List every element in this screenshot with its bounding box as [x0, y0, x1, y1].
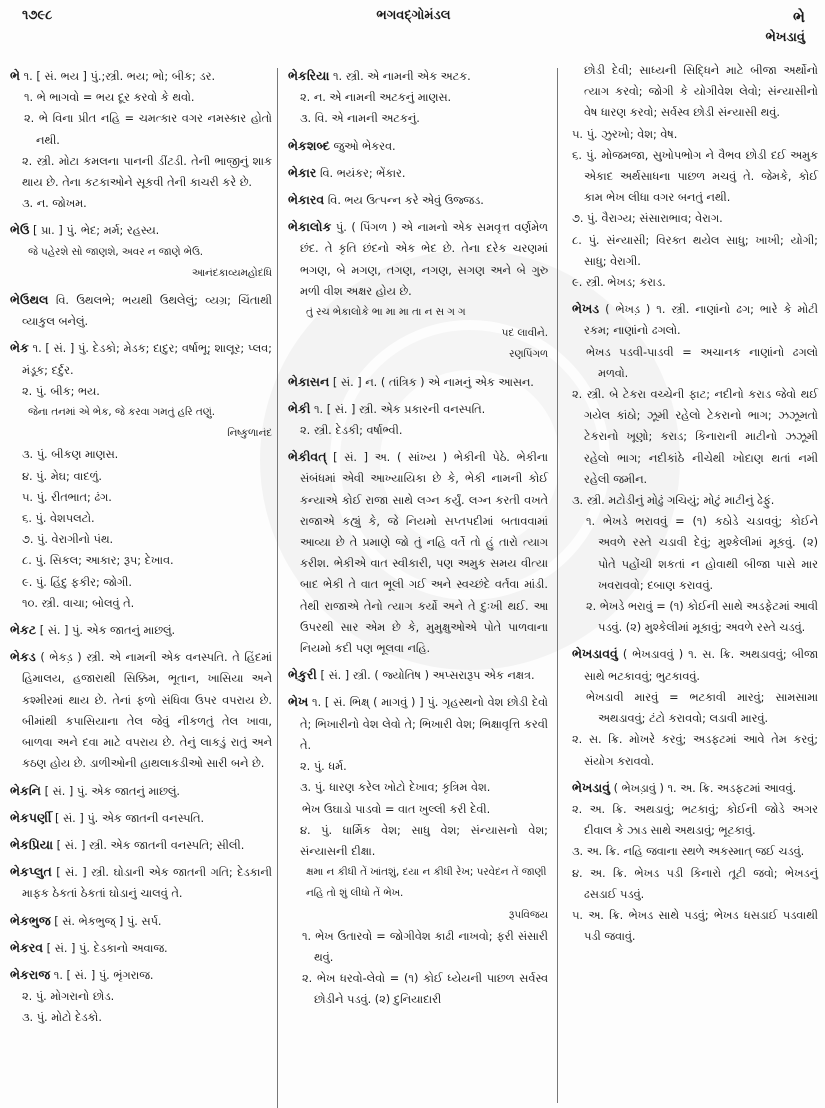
dictionary-entry: [10, 219, 272, 241]
sense: ૪. અ. ક્રિ. ભેખડ પડી કિનારો તૂટી જવો; ભેખડનું ઢસડાઈ પડવું.: [572, 866, 818, 901]
dictionary-entry: [10, 910, 272, 932]
headword: ભેકશબ્દ: [288, 137, 330, 153]
sense: ૨. સ્ત્રી. દેડકી; વર્ષાભ્વી.: [300, 424, 403, 438]
definition: [ પ્રા. ] પું. ભેદ; મર્મ; રહસ્ય.: [33, 224, 160, 238]
definition: ૧. [ સં. ] સ્ત્રી. એક પ્રકારની વનસ્પતિ.: [314, 402, 486, 416]
sense: ૭. પું. વૈરાગ્ય; સંસારાભાવ; વેરાગ.: [572, 212, 723, 226]
headword: ભેકીવત્: [288, 449, 327, 465]
definition: [ સં. ] સ્ત્રી. ( જ્યોતિષ ) અપ્સરારૂપ એક નક્ષત્ર.: [320, 669, 535, 683]
idiom: ભેખડાવી મારવું = ભટકાવી મારવું; સામસામા અથડાવવું; ટંટો કરાવવો; લડાવી મારવું.: [586, 690, 818, 726]
citation-quote: જે પહેરશે સો જાણશે, અવર ન જાણે ભેઉ.: [28, 245, 204, 258]
sense: ૩. સ્ત્રી. મટોડીનું મોઢું ગચિયું; મોટું માટીનું ઢેફું.: [572, 494, 775, 508]
citation-source: આનંદકાવ્યમહોદધિ: [191, 266, 272, 279]
dictionary-entry: [10, 289, 272, 332]
dictionary-entry: [288, 446, 548, 659]
definition: [ સં. ] સ્ત્રી. ઘોડાની એક જાતની ગતિ; દેડકાની માફક ઠેકતાં ઠેકતાં ઘોડાનું ચાલવું તે.: [22, 866, 272, 901]
idiom: ૧. ભેખડે ભરાવવું = (૧) કઠોડે ચડાવવું; કોઈને અવળે રસ્તે ચડાવી દેવું; મુશ્કેલીમાં મૂકવું. (૨) પોતે પહોંચી શકતાં ન હોવાથી બીજા પાસે માર ખવરાવવો; દબાણ કરાવવું.: [586, 515, 818, 592]
definition: ( ભેખડાવવું ) ૧. સ. ક્રિ. અથડાવવું; બીજા સાથે ભટકાવવું; ભુટકાવવું.: [584, 648, 818, 683]
definition: [ સં. ભેકભુજ્ ] પું. સર્પ.: [54, 914, 162, 928]
dictionary-entry: [10, 861, 272, 904]
dictionary-entry: [572, 643, 818, 686]
dictionary-entry: [572, 298, 818, 341]
definition: [ સં. ] ન. ( તાંત્રિક ) એ નામનું એક આસન.: [332, 375, 534, 389]
idiom: ૧. ભે ભાગવો = ભય દૂર કરવો કે થવો.: [24, 91, 195, 105]
definition: ૧. [ સં. ] પું. દેડકો; મેડક; દાદુર; વર્ષાભૂ; શાલૂર; પ્લવ; મંડૂક; દર્દુર.: [22, 342, 272, 377]
headword: ભેખ: [288, 694, 309, 710]
page-header: [22, 8, 805, 28]
sense: ૧૦. સ્ત્રી. વાચા; બોલવું તે.: [22, 596, 135, 610]
headword: ભે: [10, 68, 21, 83]
dictionary-entry: [10, 937, 272, 959]
dictionary-entry: [10, 807, 272, 829]
dictionary-entry: [10, 337, 272, 380]
headword: ભેકપ્લુત: [10, 864, 52, 880]
headword: ભેકારવ: [288, 192, 325, 208]
idiom: ૨. ભે વિના પ્રીત નહિ = ચમત્કાર વગર નમસ્કાર હોતો નથી.: [24, 112, 272, 147]
headword: ભેકાલોક: [288, 219, 332, 235]
sense: ૯. પું. હિંદુ ફકીર; જોગી.: [22, 575, 132, 589]
sense: ૩. વિ. એ નામની અટકનું.: [300, 112, 420, 126]
sense: ૩. પું. ધારણ કરેલ ખોટો દેખાવ; કૃત્રિમ વેશ.: [300, 781, 491, 795]
definition: ( ભેખડ઼ાવું ) ૧. અ. ક્રિ. અડફટમાં આવવું.: [613, 781, 797, 795]
citation-quote: ક્ષમા ન કીધી તેં ખાંતશું, દયા ન કીધી રેખ; પરવેદન તેં જાણી નહિ તો શું લીધો તેં ભેખ.: [306, 866, 547, 900]
headword: ભેકરવ: [10, 939, 44, 955]
headword: ભેકુરી: [288, 667, 317, 683]
definition: વિ. ઉથલભે; ભયથી ઉથલેલું; વ્યગ્ર; ચિંતાથી વ્યાકુલ બનેલું.: [22, 294, 272, 329]
sense: ૫. પું. રીતભાત; ઢંગ.: [22, 490, 112, 504]
citation-quote: તું રચ ભેકાલોકે ભા મા મા તા ન સ ગ ગ: [306, 306, 466, 319]
definition: ૧. [ સં. ભય ] પું.;સ્ત્રી. ભય; ભો; બીક; ડર.: [23, 70, 216, 83]
dictionary-entry: [288, 65, 548, 87]
sense: ૨. પું. મોગરાનો છોડ.: [22, 990, 115, 1004]
dictionary-entry: [288, 398, 548, 420]
definition: ૧. [ સં. ] પું. ભૃંગરાજ.: [53, 968, 154, 982]
sense: ૨. સ્ત્રી. મોટા કમલના પાનની ડીંટડી. તેની ભાજીનું શાક થાય છે. તેના કટકાઓને સૂકવી તેની કાચરી કરે છે.: [22, 154, 272, 190]
headword: ભેકપર્ણી: [10, 809, 52, 825]
sense: ૩. અ. ક્રિ. નહિ જવાના સ્થળે અકસ્માત્ જઈ ચડવું.: [572, 845, 805, 859]
headword: ભેકભુજ: [10, 912, 51, 928]
headword: ભેકટ: [10, 622, 37, 638]
definition: વિ. ભયંકર; ભેંકાર.: [319, 166, 406, 180]
sense: ૩. પું. મોટો દેડકો.: [22, 1011, 102, 1025]
sense: ૨. સ. ક્રિ. મોખરે કરવું; અડફટમાં આવે તેમ કરવું; સંયોગ કરાવવો.: [572, 733, 818, 768]
definition: [ સં. ] પું. એક જાતનું માછલું.: [39, 624, 176, 638]
headword: ભેકપ્રિયા: [10, 836, 54, 852]
sense: ૮. પું. સંન્યાસી; વિરક્ત થયેલ સાધુ; ખાખી; યોગી; સાધુ; વેરાગી.: [572, 233, 818, 268]
headword: ભેક: [10, 340, 29, 356]
citation-source: રણપિંગળ: [509, 348, 548, 361]
definition: ( ભેખડ઼ ) ૧. સ્ત્રી. નાણાંનો ઢગ; ભારે કે મોટી રકમ; નાણાંનો ઢગલો.: [584, 303, 818, 338]
sense: ૮. પું. સિકલ; આકાર; રૂપ; દેખાવ.: [22, 554, 174, 568]
dictionary-entry: [288, 691, 548, 756]
citation-quote: જેના તનમાં એ ભેક, જે કરવા ગમતું હરિ તણું.: [28, 406, 215, 419]
dictionary-entry: [10, 646, 272, 774]
definition: [ સં. ] પું. એક જાતની વનસ્પતિ.: [55, 811, 205, 825]
column-divider: [557, 68, 558, 1103]
definition: ૧. સ્ત્રી. એ નામની એક અટક.: [333, 70, 471, 83]
idiom: ૨. ભેખડે ભરાવું = (૧) કોઈની સાથે અડફેટમાં આવી પડવું. (૨) મુશ્કેલીમાં મૂકાવું; અવળે રસ્તે ચડવું.: [586, 600, 818, 635]
citation-source: પદ લાવીને.: [501, 327, 548, 340]
dictionary-entry: [10, 834, 272, 856]
page-title: ભગવદ્ગોમંડલ: [376, 8, 451, 23]
column-divider: [277, 68, 278, 1108]
definition: ( ભેકડ઼ ) સ્ત્રી. એ નામની એક વનસ્પતિ. તે હિંદમાં હિમાલય, હજારાથી સિક્કિમ, ભૂતાન, ખાસિયા અને કશ્મીરમાં થાય છે. તેનાં ફળો સંધિવા ઉપર વપરાય છે. બીમાંથી કપાસિયાના તેલ જેવું નીકળતું તેલ ખાવા, બાળવા અને દવા માટે વપરાય છે. તેનું લાકડું રાતું અને કઠણ હોય છે. ડાળીઓની હાથલાકડીઓ સારી બને છે.: [22, 651, 272, 771]
sense: ૪. પું. ધાર્મિક વેશ; સાધુ વેશ; સંન્યાસનો વેશ; સંન્યાસની દીક્ષા.: [300, 823, 548, 858]
sense: ૩. ન. જોખમ.: [22, 197, 87, 211]
definition: પું. ( પિંગળ ) એ નામનો એક સમવૃત્ત વર્ણમેળ છંદ. તે કૃતિ છંદનો એક ભેદ છે. તેના દરેક ચરણમાં ભગણ, બે મગણ, તગણ, નગણ, સગણ અને બે ગુરુ મળી વીશ અક્ષર હોય છે.: [300, 221, 548, 298]
definition: જુઓ ભેકરવ.: [333, 139, 396, 153]
dictionary-entry: [288, 135, 548, 157]
dictionary-entry: [288, 371, 548, 393]
idiom: ૨. ભેખ ધરવો-લેવો = (૧) કોઈ ધ્યેયની પાછળ સર્વસ્વ છોડીને પડવું. (૨) દુનિયાદારી: [302, 972, 548, 1007]
sense: ૨. અ. ક્રિ. અથડાવું; ભટકાવું; કોઈની જોડે અગર દીવાલ કે ઝાડ સાથે અથડાવું; ભૂટકાવું.: [572, 802, 818, 838]
guide-word: ભેખડાવું: [765, 30, 805, 45]
headword: ભેકનિ: [10, 782, 41, 798]
definition: વિ. ભય ઉત્પન્ન કરે એવું ઉજ્જડ.: [327, 194, 484, 208]
dictionary-entry: [10, 780, 272, 802]
sense: ૩. પું. બીકણ માણસ.: [22, 448, 119, 462]
headword: ભેખડાવું: [572, 779, 610, 795]
headword: ભેકાર: [288, 164, 317, 180]
sense: ૯. સ્ત્રી. ભેખડ; કરાડ.: [572, 276, 666, 290]
citation-source: નિષ્કુળાનંદ: [227, 427, 272, 440]
dictionary-entry: [288, 162, 548, 184]
headword: ભેકાસન: [288, 373, 330, 389]
headword: ભેખડ: [572, 301, 600, 317]
sense: ૬. પું. મોજમજા, સુખોપભોગ ને વૈભવ છોડી દઈ અમુક એકાદ અર્થસાધના પાછળ મચવું તે. જેમકે, કોઈ કામ ભેખ લીધા વગર બનતું નથી.: [572, 148, 818, 205]
continued-text: છોડી દેવી; સાધ્યની સિદ્ધિને માટે બીજા અર્થોનો ત્યાગ કરવો; જોગી કે યોગીવેશ લેવો; સંન્યાસીનો વેષ ધારણ કરવો; સર્વસ્વ છોડી સંન્યાસી થવું.: [584, 64, 818, 120]
page-number: ૧૭૯૮: [22, 8, 53, 23]
sense: ૫. અ. ક્રિ. ભેખડ સાથે પડવું; ભેખડ ધસડાઈ પડવાથી પડી જવાવું.: [572, 908, 818, 944]
headword: ભેકી: [288, 400, 311, 416]
definition: [ સં. ] અ. ( સાંખ્ય ) ભેકીની પેઠે. ભેકીના સંબંધમાં એવી આખ્યાયિકા છે કે, ભેકી નામની કોઈ કન્યાએ કોઈ રાજા સાથે લગ્ન કર્યું. લગ્ન કરતી વખતે રાજાએ કહ્યું કે, જે નિયમો સપ્તપદીમાં બતાવવામાં આવ્યા છે તે પ્રમાણે જો તું નહિ વર્તે તો હું તારો ત્યાગ કરીશ. ભેકીએ વાત સ્વીકારી, પણ અમુક સમય વીત્યા બાદ ભેકી તે વાત ભૂલી ગઈ અને સ્વચ્છંદે વર્તવા માંડી. તેથી રાજાએ તેનો ત્યાગ કર્યો અને તે દુઃખી થઈ. આ ઉપરથી સાર એમ છે કે, મુમુક્ષુઓએ પોતે પાળવાના નિયમો કદી પણ ભૂલવા નહિ.: [300, 451, 549, 656]
sense: ૨. ન. એ નામની અટકનું માણસ.: [300, 91, 452, 105]
idiom: ભેખડ પડવી-પાડવી = અચાનક નાણાંનો ઢગલો મળવો.: [586, 345, 818, 380]
dictionary-entry: [10, 619, 272, 641]
sense: ૨. પું. બીક; ભય.: [22, 384, 100, 398]
dictionary-entry: [288, 216, 548, 302]
headword: ભેઉથલ: [10, 292, 49, 308]
dictionary-entry: [288, 664, 548, 686]
definition: [ સં. ] પું. દેડકાનો અવાજ.: [46, 941, 168, 955]
section-letter: ભે: [792, 8, 805, 26]
headword: ભેઉ: [10, 222, 30, 238]
headword: ભેકરિયા: [288, 68, 330, 83]
sense: ૨. સ્ત્રી. બે ટેકરા વચ્ચેની ફાટ; નદીનો કરાડ જેવો થઈ ગયેલ કાંઠો; ઝૂમી રહેલો ટેકરાનો ભાગ; ઝઝૂમતો ટેકરાનો ખૂણો; કરાડ; કિનારાની માટીનો ઝઝૂમી રહેલો ભાગ; નદીકાંઠે નીચેથી ખોદાણ થતાં નમી રહેલી જમીન.: [572, 388, 818, 486]
definition: ૧. [ સં. ભિક્ષ્ ( માગવું ) ] પું. ગૃહસ્થનો વેશ છોડી દેવો તે; ભિખારીનો વેશ લેવો તે; ભિખારી વેશ; ભિક્ષાવૃત્તિ કરવી તે.: [300, 696, 549, 752]
column-right: [572, 60, 818, 947]
definition: [ સં. ] પું. એક જાતનું માછલું.: [44, 784, 180, 798]
headword: ભેકડ: [10, 649, 36, 665]
citation-source: રૂપવિજય: [508, 908, 548, 921]
definition: [ સં. ] સ્ત્રી. એક જાતની વનસ્પતિ; સીલી.: [56, 838, 245, 852]
sense: ૫. પું. ઝુરખો; વેશ; વેષ.: [572, 127, 678, 141]
dictionary-entry: [10, 964, 272, 986]
sense: ૬. પું. વેશપલટો.: [22, 512, 95, 526]
sense: ૭. પું. વેરાગીનો પંથ.: [22, 533, 114, 547]
dictionary-entry: [10, 65, 272, 87]
sense: ૨. પું. ધર્મ.: [300, 760, 347, 774]
headword: ભેકરાજ: [10, 966, 51, 982]
dictionary-entry: [288, 189, 548, 211]
column-left: [10, 60, 272, 1029]
headword: ભેખડાવવું: [572, 646, 618, 662]
idiom: ૧. ભેખ ઉતારવો = જોગીવેશ કાઢી નાખવો; ફરી સંસારી થવું.: [302, 929, 548, 964]
column-middle: [288, 60, 548, 1011]
idiom: ભેખ ઉઘાડો પાડવો = વાત ખુલ્લી કરી દેવી.: [302, 802, 491, 816]
dictionary-entry: [572, 777, 818, 799]
sense: ૪. પું. મેઘ; વાદળું.: [22, 469, 102, 483]
